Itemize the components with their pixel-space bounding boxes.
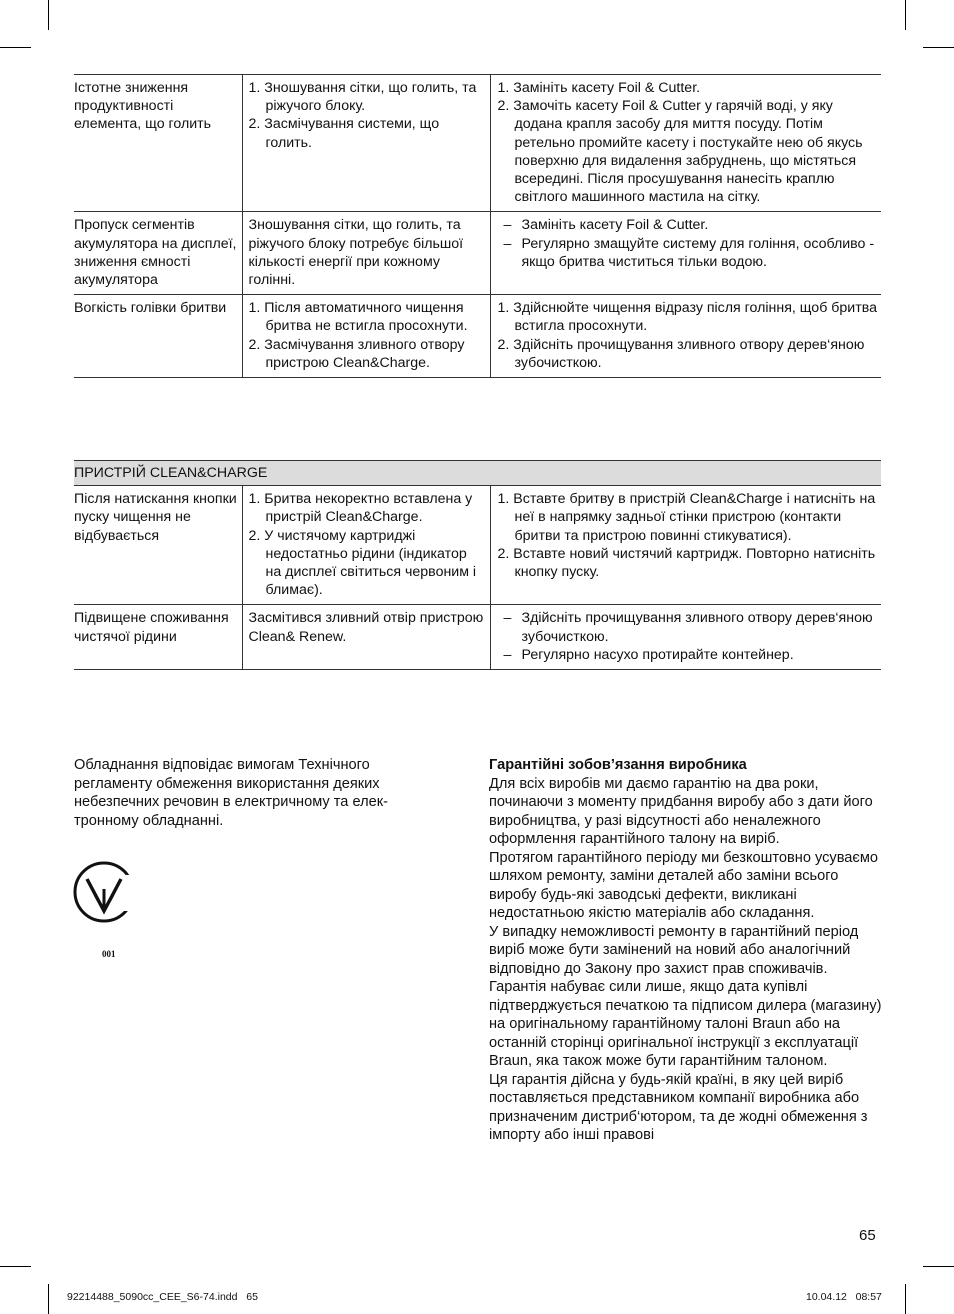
crop-mark [905, 1284, 906, 1314]
list-item: – Регулярно змащуйте систему для гоління, особливо - якщо бритва чиститься тільки водою. [498, 235, 878, 271]
section-header-row [74, 461, 881, 486]
problem-cell: Вогкість голівки бритви [74, 295, 242, 378]
table-row [74, 486, 881, 605]
crop-mark [923, 1266, 954, 1267]
list-item: 2. Замочіть касету Foil & Cutter у гарячій воді, у яку додана крапля засобу для миття посуду. Потім ретельно промийте касету і постукайте нею об якусь поверхню для видалення забруднень, що містяться всередині. Після просушування нанесіть краплю світлого машинного мастила на сітку. [497, 98, 863, 206]
warranty-section [489, 756, 884, 1145]
remedy-cell [490, 212, 881, 295]
cause-cell [242, 75, 490, 212]
problem-cell: Підвищене споживання чистячої рідини [74, 605, 242, 670]
ukrainian-conformity-mark-icon [73, 861, 139, 927]
crop-mark [0, 47, 31, 48]
list-item: 1. Здійснюйте чищення відразу після гоління, щоб бритва встигла просохнути. [497, 300, 877, 335]
problem-cell: Пропуск сегментів акумулятора на дисплеї, зниження ємності акумулятора [74, 212, 242, 295]
list-item: – Регулярно насухо протирайте контейнер. [498, 646, 878, 664]
list-item: 1. Після автоматичного чищення бритва не встигла просохнути. [248, 300, 468, 335]
cause-cell [242, 295, 490, 378]
crop-mark [48, 0, 49, 30]
cause-cell: Зношування сітки, що голить, та ріжучого блоку потребує більшої кількості енергії при кожному голінні. [242, 212, 490, 295]
table-row [74, 75, 881, 212]
compliance-section [74, 756, 446, 830]
crop-mark [48, 1284, 49, 1314]
warranty-paragraph: Для всіх виробів ми даємо гарантію на два роки, починаючи з моменту придбання виробу або з дати його виробництва, у разі відсутності або неналежного оформлення гарантійного талону на виріб. [489, 775, 873, 847]
list-item: 1. Бритва некоректно вставлена у пристрій Clean&Charge. [248, 491, 473, 526]
troubleshooting-table-shaver [74, 74, 881, 378]
crop-mark [923, 47, 954, 48]
list-item: 1. Вставте бритву в пристрій Clean&Charge і натисніть на неї в напрямку задньої стінки пристрою (контакти бритви та пристрою повинні стикуватися). [497, 491, 876, 544]
remedy-cell [490, 605, 881, 670]
page-number: 65 [859, 1227, 876, 1244]
warranty-paragraph: Ця гарантія дійсна у будь-якій країні, в яку цей виріб поставляється представником компанії виробника або призначеним дистриб‘ютором, та де жодні обмеження з імпорту або інші правові [489, 1071, 868, 1143]
warranty-paragraph: Протягом гарантійного періоду ми безкоштовно усуваємо шляхом ремонту, заміни деталей або заміни всього виробу будь-які заводські дефекти, викликані недостатньою якістю матеріалів або складання. [489, 849, 879, 921]
cause-cell: Засмітився зливний отвір пристрою Clean& Renew. [242, 605, 490, 670]
list-item: 2. Засмічування зливного отвору пристрою Clean&Charge. [248, 336, 465, 371]
table-row [74, 212, 881, 295]
list-item: 1. Замініть касету Foil & Cutter. [497, 80, 701, 96]
footer-date: 10.04.12 08:57 [806, 1291, 882, 1303]
problem-cell: Після натискання кнопки пуску чищення не відбувається [74, 486, 242, 605]
crop-mark [0, 1266, 31, 1267]
list-item: 1. Зношування сітки, що голить, та ріжучого блоку. [248, 80, 477, 115]
list-item: – Замініть касету Foil & Cutter. [498, 216, 878, 234]
table-row [74, 295, 881, 378]
cause-cell [242, 486, 490, 605]
remedy-cell [490, 295, 881, 378]
list-item: 2. Здійсніть прочищування зливного отвору дерев‘яною зубочисткою. [497, 336, 865, 371]
cert-code: 001 [102, 949, 116, 959]
remedy-cell [490, 75, 881, 212]
crop-mark [905, 0, 906, 30]
warranty-heading: Гарантійні зобов’язання виробника [489, 757, 747, 773]
table-row [74, 605, 881, 670]
remedy-cell [490, 486, 881, 605]
list-item: – Здійсніть прочищування зливного отвору дерев‘яною зубочисткою. [498, 609, 878, 645]
troubleshooting-table-clean-charge [74, 460, 881, 670]
compliance-text: Обладнання відповідає вимогам Технічного регламенту обмеження використання деяких небезпечних речовин в електричному та елек-тронному обладнанні. [74, 757, 388, 829]
problem-cell: Істотне зниження продуктивності елемента, що голить [74, 75, 242, 212]
list-item: 2. Вставте новий чистячий картридж. Повторно натисніть кнопку пуску. [497, 545, 876, 581]
section-title: ПРИСТРІЙ CLEAN&CHARGE [74, 461, 881, 486]
warranty-paragraph: У випадку неможливості ремонту в гарантійний період виріб може бути замінений на новий або аналогічний відповідно до Закону про захист прав споживачів. [489, 923, 859, 977]
list-item: 2. У чистячому картриджі недостатньо рідини (індикатор на дисплеї світиться червоним і блимає). [248, 527, 477, 599]
footer-file-info: 92214488_5090cc_CEE_S6-74.indd 65 [67, 1291, 258, 1303]
list-item: 2. Засмічування системи, що голить. [248, 116, 440, 151]
warranty-paragraph: Гарантія набуває сили лише, якщо дата купівлі підтверджується печаткою та підписом дилера (магазину) на оригінальному гарантійному талоні Braun або на останній сторінці оригінальної інструкції з експлуатації Braun, яка також може бути гарантійним талоном. [489, 979, 882, 1069]
